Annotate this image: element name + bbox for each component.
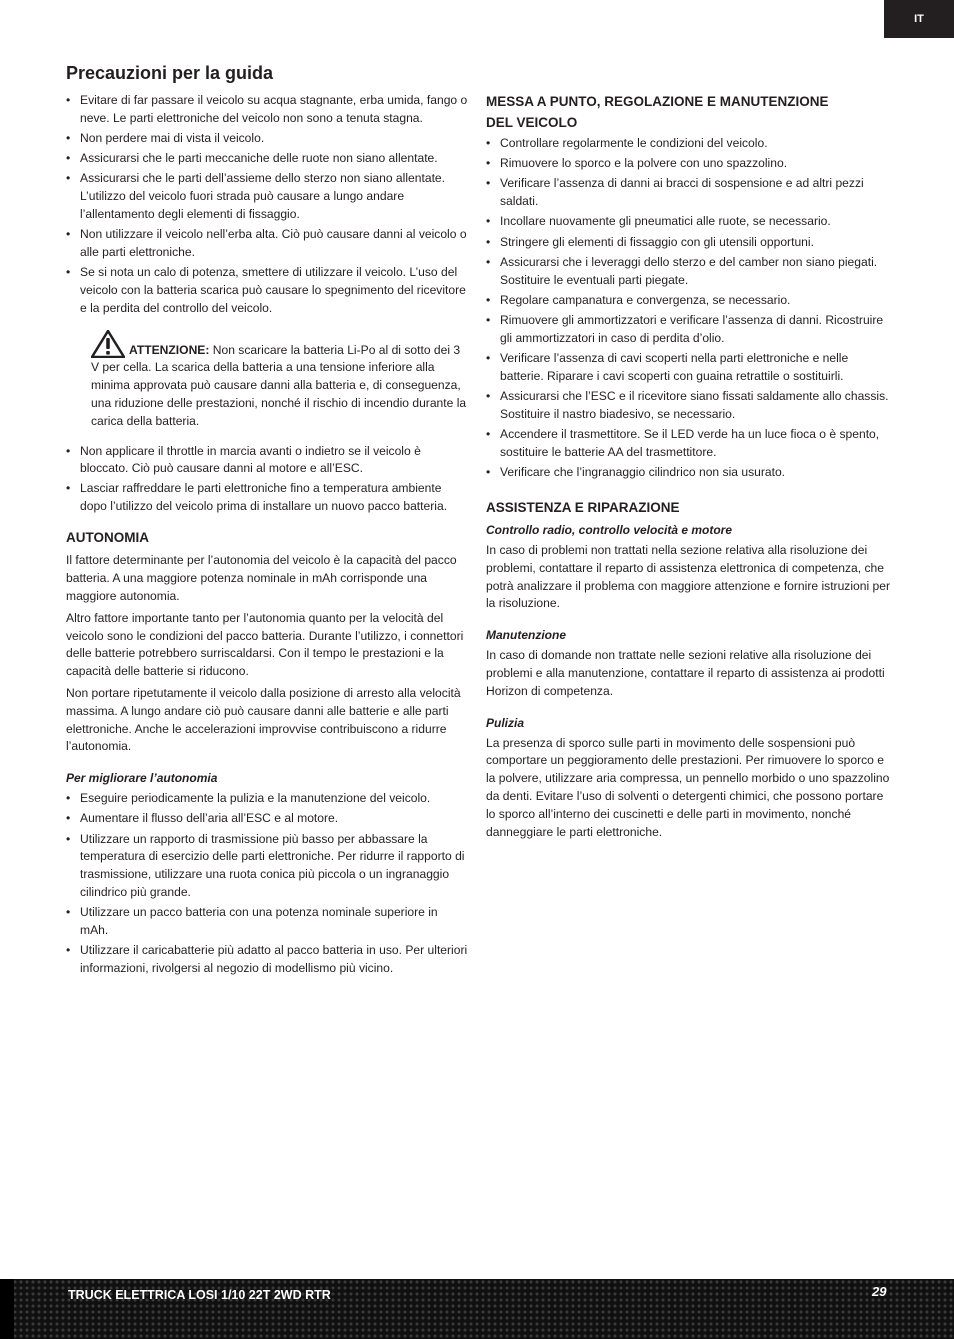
radio-control-heading: Controllo radio, controllo velocità e motore bbox=[486, 523, 733, 538]
right-column bbox=[486, 91, 892, 845]
driving-precautions-list-2 bbox=[66, 443, 468, 517]
service-repair-heading: ASSISTENZA E RIPARAZIONE bbox=[486, 500, 680, 516]
list-item: • Utilizzare un pacco batteria con una potenza nominale superiore in mAh. bbox=[66, 904, 468, 940]
list-item: • Verificare l’assenza di danni ai bracci di sospensione e ad altri pezzi saldati. bbox=[486, 175, 892, 211]
page-title: Precauzioni per la guida bbox=[66, 63, 274, 83]
list-item: • Utilizzare il caricabatterie più adatto al pacco batteria in uso. Per ulteriori informazioni, rivolgersi al negozio di modellismo più vicino. bbox=[66, 942, 468, 978]
list-item: • Stringere gli elementi di fissaggio con gli utensili opportuni. bbox=[486, 234, 892, 252]
list-item: • Accendere il trasmettitore. Se il LED verde ha un luce fioca o è spento, sostituire le batterie AA del trasmettitore. bbox=[486, 426, 892, 462]
list-item: • Rimuovere gli ammortizzatori e verificare l’assenza di danni. Ricostruire gli ammortizzatori in caso di perdita d’olio. bbox=[486, 312, 892, 348]
language-label: IT bbox=[914, 13, 924, 25]
page-number: 29 bbox=[872, 1284, 887, 1299]
left-column bbox=[66, 62, 468, 980]
list-item: • Se si nota un calo di potenza, smettere di utilizzare il veicolo. L’uso del veicolo con la batteria scarica può causare lo spegnimento del ricevitore e la perdita del controllo del veicolo. bbox=[66, 264, 468, 317]
footer-title: TRUCK ELETTRICA LOSI 1/10 22T 2WD RTR bbox=[68, 1288, 331, 1302]
list-item: • Controllare regolarmente le condizioni del veicolo. bbox=[486, 135, 892, 153]
paragraph: In caso di problemi non trattati nella sezione relativa alla risoluzione dei problemi, contattare il reparto di assistenza elettronica di competenza, che potrà analizzare il problema con maggiore attenzione e fornire istruzioni per la risoluzione. bbox=[486, 543, 891, 611]
list-item: • Non perdere mai di vista il veicolo. bbox=[66, 130, 468, 148]
battery-warning bbox=[66, 330, 468, 431]
list-item: • Non applicare il throttle in marcia avanti o indietro se il veicolo è bloccato. Ciò può causare danni al motore e all’ESC. bbox=[66, 443, 468, 479]
list-item: • Non utilizzare il veicolo nell’erba alta. Ciò può causare danni al veicolo o alle parti elettroniche. bbox=[66, 226, 468, 262]
list-item: • Verificare l’assenza di cavi scoperti nella parti elettroniche e nelle batterie. Riparare i cavi scoperti con guaina retrattile o sostituirli. bbox=[486, 350, 892, 386]
warning-text: Non scaricare la batteria Li-Po al di sotto dei 3 V per cella. La scarica della batteria a una tensione inferiore alla minima approvata può causare danni alla batteria e, di conseguenza, una riduzione delle prestazioni, nonché il rischio di incendio durante la carica della batteria. bbox=[91, 342, 467, 428]
paragraph: Non portare ripetutamente il veicolo dalla posizione di arresto alla velocità massima. A lungo andare ciò può causare danni alle batterie e alle parti elettroniche. Anche le accelerazioni improvvise contribuiscono a ridurre l’autonomia. bbox=[66, 686, 461, 754]
list-item: • Assicurarsi che le parti dell’assieme dello sterzo non siano allentate. L’utilizzo del veicolo fuori strada può causare a lungo andare l’allentamento degli elementi di fissaggio. bbox=[66, 170, 468, 223]
driving-precautions-list bbox=[66, 92, 468, 318]
list-item: • Assicurarsi che l’ESC e il ricevitore siano fissati saldamente allo chassis. Sostituire il nastro biadesivo, se necessario. bbox=[486, 388, 892, 424]
list-item: • Utilizzare un rapporto di trasmissione più basso per abbassare la temperatura di esercizio delle parti elettroniche. Per ridurre il rapporto di trasmissione, utilizzare una ruota conica più piccola o un ingranaggio cilindrico più grande. bbox=[66, 831, 468, 902]
warning-label: ATTENZIONE: bbox=[129, 342, 210, 357]
list-item: • Eseguire periodicamente la pulizia e la manutenzione del veicolo. bbox=[66, 790, 468, 808]
list-item: • Lasciar raffreddare le parti elettroniche fino a temperatura ambiente dopo l’utilizzo del veicolo prima di installare un nuovo pacco batteria. bbox=[66, 480, 468, 516]
maintenance-subheading: Manutenzione bbox=[486, 628, 566, 643]
list-item: • Rimuovere lo sporco e la polvere con uno spazzolino. bbox=[486, 155, 892, 173]
paragraph: In caso di domande non trattate nelle sezioni relative alla risoluzione dei problemi e alla manutenzione, contattare il reparto di assistenza ai prodotti Horizon di competenza. bbox=[486, 648, 885, 698]
paragraph: Il fattore determinante per l’autonomia del veicolo è la capacità del pacco batteria. A una maggiore potenza nominale in mAh corrisponde una maggiore autonomia. bbox=[66, 553, 457, 604]
improve-autonomy-heading: Per migliorare l’autonomia bbox=[66, 771, 218, 786]
list-item: • Assicurarsi che i leveraggi dello sterzo e del camber non siano piegati. Sostituire le eventuali parti piegate. bbox=[486, 254, 892, 290]
list-item: • Incollare nuovamente gli pneumatici alle ruote, se necessario. bbox=[486, 213, 892, 231]
maintenance-heading bbox=[486, 91, 892, 133]
paragraph: Altro fattore importante tanto per l’autonomia quanto per la velocità del veicolo sono le condizioni del pacco batteria. Durante l’utilizzo, i connettori delle batterie potrebbero surriscaldarsi. Con il tempo le prestazioni e la capacità delle batterie si riducono. bbox=[66, 610, 464, 679]
cleaning-heading: Pulizia bbox=[486, 715, 525, 730]
improve-autonomy-list bbox=[66, 790, 468, 978]
list-item: • Assicurarsi che le parti meccaniche delle ruote non siano allentate. bbox=[66, 150, 468, 168]
autonomia-heading: AUTONOMIA bbox=[66, 530, 149, 546]
maintenance-heading-line-1: MESSA A PUNTO, REGOLAZIONE E MANUTENZIONE bbox=[486, 94, 829, 109]
list-item: • Aumentare il flusso dell’aria all’ESC e al motore. bbox=[66, 810, 468, 828]
language-tab bbox=[884, 0, 954, 38]
paragraph: La presenza di sporco sulle parti in movimento delle sospensioni può comportare un peggioramento delle prestazioni. Per rimuovere lo sporco e la polvere, utilizzare aria compressa, un pennello morbido o uno spazzolino da denti. Evitare l’uso di solventi o detergenti chimici, che possono portare lo sporco all’interno dei cuscinetti e delle parti in movimento, nonché danneggiare le parti elettroniche. bbox=[486, 735, 890, 839]
warning-triangle-icon bbox=[91, 330, 125, 358]
page-footer bbox=[0, 1279, 954, 1339]
maintenance-heading-line-2: DEL VEICOLO bbox=[486, 115, 578, 130]
maintenance-list bbox=[486, 135, 892, 482]
list-item: • Verificare che l’ingranaggio cilindrico non sia usurato. bbox=[486, 464, 892, 482]
list-item: • Evitare di far passare il veicolo su acqua stagnante, erba umida, fango o neve. Le parti elettroniche del veicolo non sono a tenuta stagna. bbox=[66, 92, 468, 128]
list-item: • Regolare campanatura e convergenza, se necessario. bbox=[486, 292, 892, 310]
